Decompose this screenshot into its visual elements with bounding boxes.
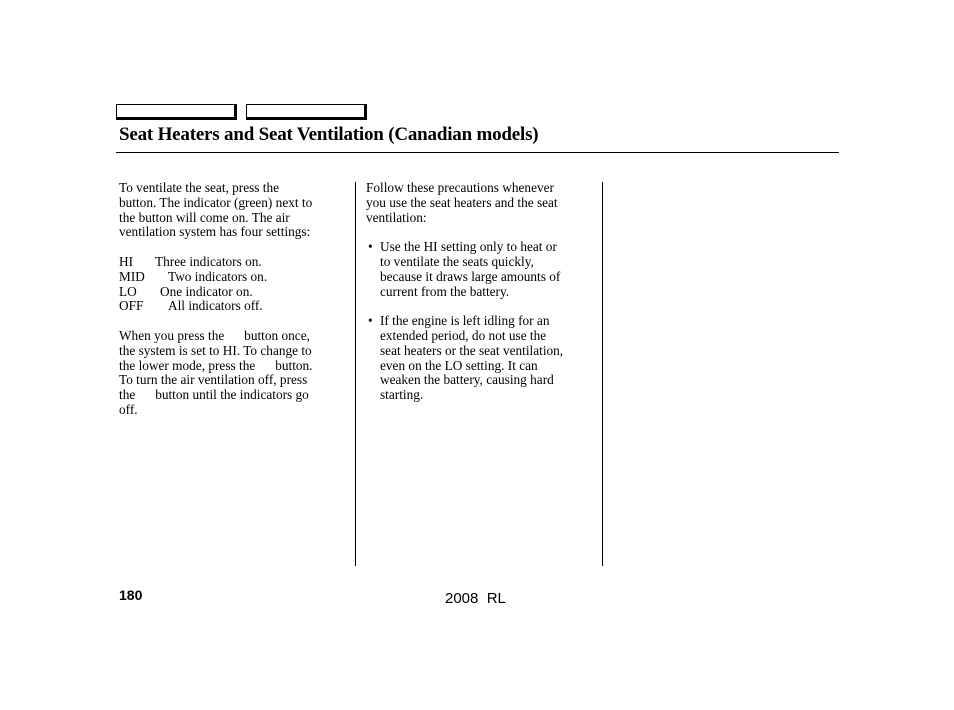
text-line: weaken the battery, causing hard: [380, 372, 554, 388]
text-line: ventilation:: [366, 209, 427, 225]
text-line: the lower mode, press the button.: [119, 357, 313, 373]
text-line: off.: [119, 401, 138, 417]
text-line: To turn the air ventilation off, press: [119, 372, 308, 388]
column-divider-right: [602, 182, 603, 566]
page-number: 180: [119, 587, 143, 603]
bullet-item-hi-setting: [366, 240, 598, 299]
setting-description: One indicator on.: [160, 283, 253, 299]
text-line: to ventilate the seats quickly,: [380, 253, 534, 269]
text-line: Use the HI setting only to heat or: [380, 239, 557, 255]
footer-model-name: 2008 RL: [445, 590, 506, 607]
mode-paragraph: [119, 329, 349, 418]
text-line: the system is set to HI. To change to: [119, 342, 312, 358]
right-column: [366, 181, 598, 403]
text-line: Follow these precautions whenever: [366, 180, 554, 195]
setting-description: All indicators off.: [168, 298, 263, 314]
bullet-icon: •: [368, 239, 373, 255]
text-line: If the engine is left idling for an: [380, 313, 550, 329]
text-line: current from the battery.: [380, 283, 510, 299]
left-column: [119, 181, 349, 418]
text-line: the button will come on. The air: [119, 209, 290, 225]
setting-description: Three indicators on.: [155, 253, 262, 269]
setting-off: [119, 299, 349, 314]
text-line: seat heaters or the seat ventilation,: [380, 342, 564, 358]
bullet-icon: •: [368, 313, 373, 329]
text-line: When you press the button once,: [119, 327, 310, 343]
bullet-item-engine-idling: [366, 314, 598, 403]
title-divider: [116, 152, 839, 153]
precautions-intro: [366, 181, 598, 225]
nav-tab-next[interactable]: [246, 104, 367, 120]
setting-level: MID: [119, 268, 145, 284]
nav-tab-previous[interactable]: [116, 104, 237, 120]
intro-paragraph: [119, 181, 349, 240]
setting-description: Two indicators on.: [168, 268, 268, 284]
setting-lo: [119, 285, 349, 300]
text-line: because it draws large amounts of: [380, 268, 561, 284]
text-line: even on the LO setting. It can: [380, 357, 538, 373]
column-divider-left: [355, 182, 356, 566]
text-line: ventilation system has four settings:: [119, 224, 311, 240]
page-title: Seat Heaters and Seat Ventilation (Canadian models): [119, 124, 539, 145]
text-line: extended period, do not use the: [380, 327, 547, 343]
setting-level: LO: [119, 283, 137, 299]
text-line: To ventilate the seat, press the: [119, 180, 280, 195]
setting-level: OFF: [119, 298, 144, 314]
text-line: the button until the indicators go: [119, 387, 309, 403]
setting-mid: [119, 270, 349, 285]
setting-level: HI: [119, 253, 134, 269]
text-line: starting.: [380, 387, 424, 403]
setting-hi: [119, 255, 349, 270]
settings-list: [119, 255, 349, 314]
text-line: button. The indicator (green) next to: [119, 194, 313, 210]
text-line: you use the seat heaters and the seat: [366, 194, 558, 210]
